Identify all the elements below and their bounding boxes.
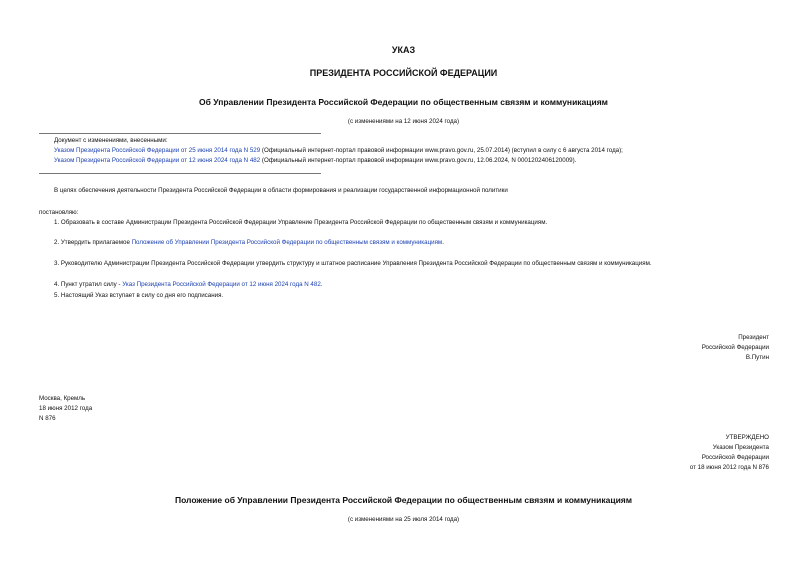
issuer-heading: ПРЕЗИДЕНТА РОССИЙСКОЙ ФЕДЕРАЦИИ [309, 68, 498, 78]
document-title: Об Управлении Президента Российской Федерации по общественным связям и коммуникациям [199, 97, 608, 107]
regulation-link[interactable]: Положение об Управлении Президента Российской Федерации по общественным связям и коммуникациям [131, 239, 443, 246]
amendments-bottom-rule [39, 173, 321, 174]
amendment-text: (Официальный интернет-портал правовой информации www.pravo.gov.ru, 12.06.2024, N 0001202406120009). [260, 157, 577, 164]
amendments-top-rule [39, 133, 321, 134]
approval-block [690, 433, 769, 473]
signature-block [702, 333, 769, 363]
signature-country: Российской Федерации [701, 344, 769, 351]
approval-country: Российской Федерации [701, 454, 769, 461]
signature-title: Президент [738, 334, 769, 341]
amendments-intro: Документ с изменениями, внесенными: [54, 137, 168, 144]
paragraph-3: 3. Руководителю Администрации Президента Российской Федерации утвердить структуру и штатное расписание Управления Президента Российской Федерации по общественным связям и коммуникациям. [54, 260, 652, 267]
place-location: Москва, Кремль [39, 395, 86, 402]
revision-note: (с изменениями на 12 июня 2024 года) [347, 118, 460, 125]
regulation-revision-note: (с изменениями на 25 июля 2014 года) [347, 516, 460, 523]
paragraph-1: 1. Образовать в составе Администрации Президента Российской Федерации Управление Президента Российской Федерации по общественным связям и коммуникациям. [54, 219, 548, 226]
resolve-text: постановляю: [39, 209, 79, 216]
signature-name: В.Путин [745, 354, 769, 361]
paragraph-2 [54, 238, 444, 248]
amendment-link[interactable]: Указом Президента Российской Федерации от 25 июня 2014 года N 529 [54, 147, 261, 154]
approval-stamp: УТВЕРЖДЕНО [725, 434, 769, 441]
paragraph-2-suffix: . [442, 239, 444, 246]
amendment-link[interactable]: Указом Президента Российской Федерации от 12 июня 2024 года N 482 [54, 157, 261, 164]
regulation-title: Положение об Управлении Президента Российской Федерации по общественным связям и коммуникациям [174, 495, 633, 505]
paragraph-4 [54, 280, 323, 290]
place-date: 18 июня 2012 года [39, 405, 93, 412]
amendment-item [54, 156, 576, 166]
amendment-item [54, 146, 623, 156]
preamble-text: В целях обеспечения деятельности Президента Российской Федерации в области формирования и реализации государственной информационной политики [54, 187, 508, 194]
approval-date: от 18 июня 2012 года N 876 [689, 464, 769, 471]
paragraph-4-suffix: . [320, 281, 323, 288]
paragraph-5: 5. Настоящий Указ вступает в силу со дня его подписания. [54, 292, 224, 299]
approval-by: Указом Президента [712, 444, 769, 451]
decree-heading: УКАЗ [391, 45, 416, 55]
repeal-decree-link[interactable]: Указ Президента Российской Федерации от 12 июня 2024 года N 482 [122, 281, 321, 288]
amendment-text: (Официальный интернет-портал правовой информации www.pravo.gov.ru, 25.07.2014) (вступил в силу с 6 августа 2014 года); [260, 147, 623, 154]
place-block [39, 394, 92, 424]
place-number: N 876 [39, 415, 56, 422]
paragraph-2-prefix: 2. Утвердить прилагаемое [54, 239, 132, 246]
paragraph-4-prefix: 4. Пункт утратил силу - [54, 281, 123, 288]
